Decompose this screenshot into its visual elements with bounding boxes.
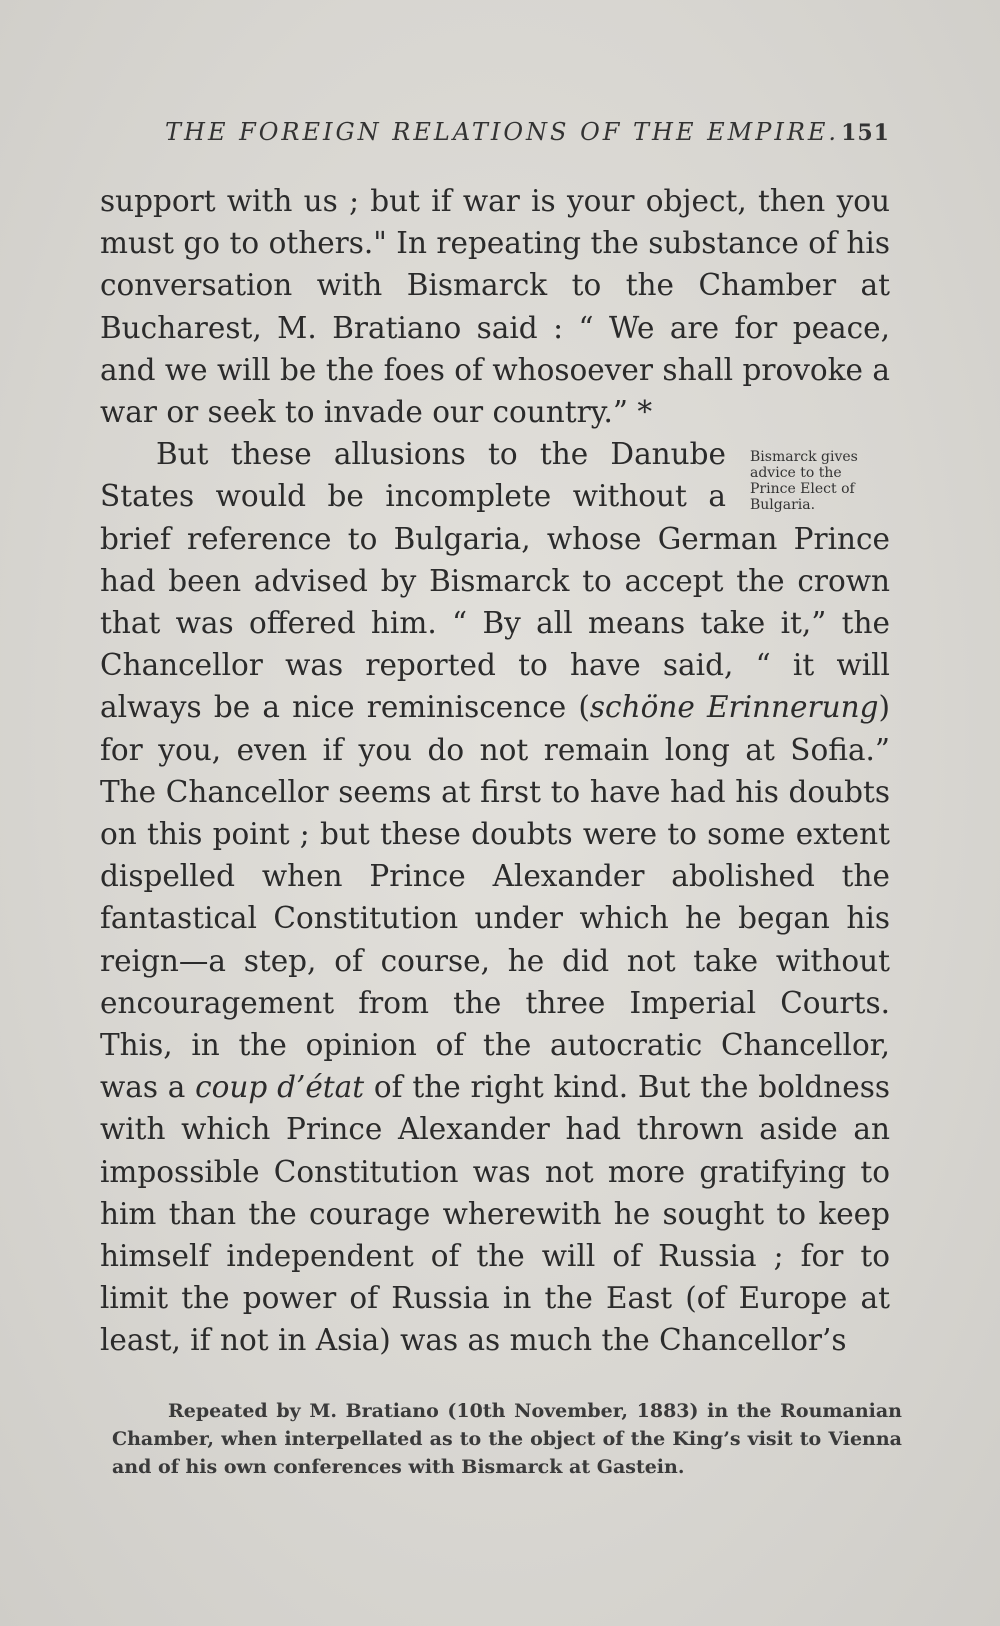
- paragraph-2-part-c: of the right kind. But the boldness with which Prince Alexander had thrown aside an impossible Constitution was not more gratifying to him than the courage wherewith he sought to keep himself independent of the will of Russia ; for to limit the power of Russia in the East (of Europe at least, if not in Asia) was as much the Chancellor’s: [100, 1070, 890, 1358]
- running-header: [165, 118, 890, 146]
- italic-coup-detat: coup d’état: [195, 1070, 365, 1105]
- footnote: Repeated by M. Bratiano (10th November, 1883) in the Roumanian Chamber, when interpellated as to the object of the King’s visit to Vienna and of his own conferences with Bismarck at Gastein.: [112, 1400, 902, 1478]
- italic-schone-erinnerung: schöne Erinnerung: [589, 690, 879, 725]
- main-text: [100, 180, 890, 1362]
- paragraph-2-part-b: ) for you, even if you do not remain long at Sofia.” The Chancellor seems at first to have had his doubts on this point ; but these doubts were to some extent dispelled when Prince Alexander abolished the fantastical Constitution under which he began his reign—a step, of course, he did not take without encouragement from the three Imperial Courts. This, in the opinion of the autocratic Chancellor, was a: [100, 690, 890, 1105]
- margin-note: Bismarck gives advice to the Prince Elect of Bulgaria.: [750, 449, 858, 514]
- running-title: THE FOREIGN RELATIONS OF THE EMPIRE.: [165, 118, 840, 146]
- paragraph-1: support with us ; but if war is your object, then you must go to others." In repeating the substance of his conversation with Bismarck to the Chamber at Bucharest, M. Bratiano said : “ We are for peace, and we will be the foes of whosoever shall provoke a war or seek to invade our country.” *: [100, 184, 890, 430]
- paragraph-2-part-a: But these allusions to the Danube States would be incomplete without a brief reference to Bulgaria, whose German Prince had been advised by Bismarck to accept the crown that was offered him. “ By all means take it,” the Chancellor was reported to have said, “ it will always be a nice reminiscence (: [100, 437, 890, 725]
- page-number: 151: [841, 120, 890, 146]
- paragraph-2: [100, 433, 890, 1361]
